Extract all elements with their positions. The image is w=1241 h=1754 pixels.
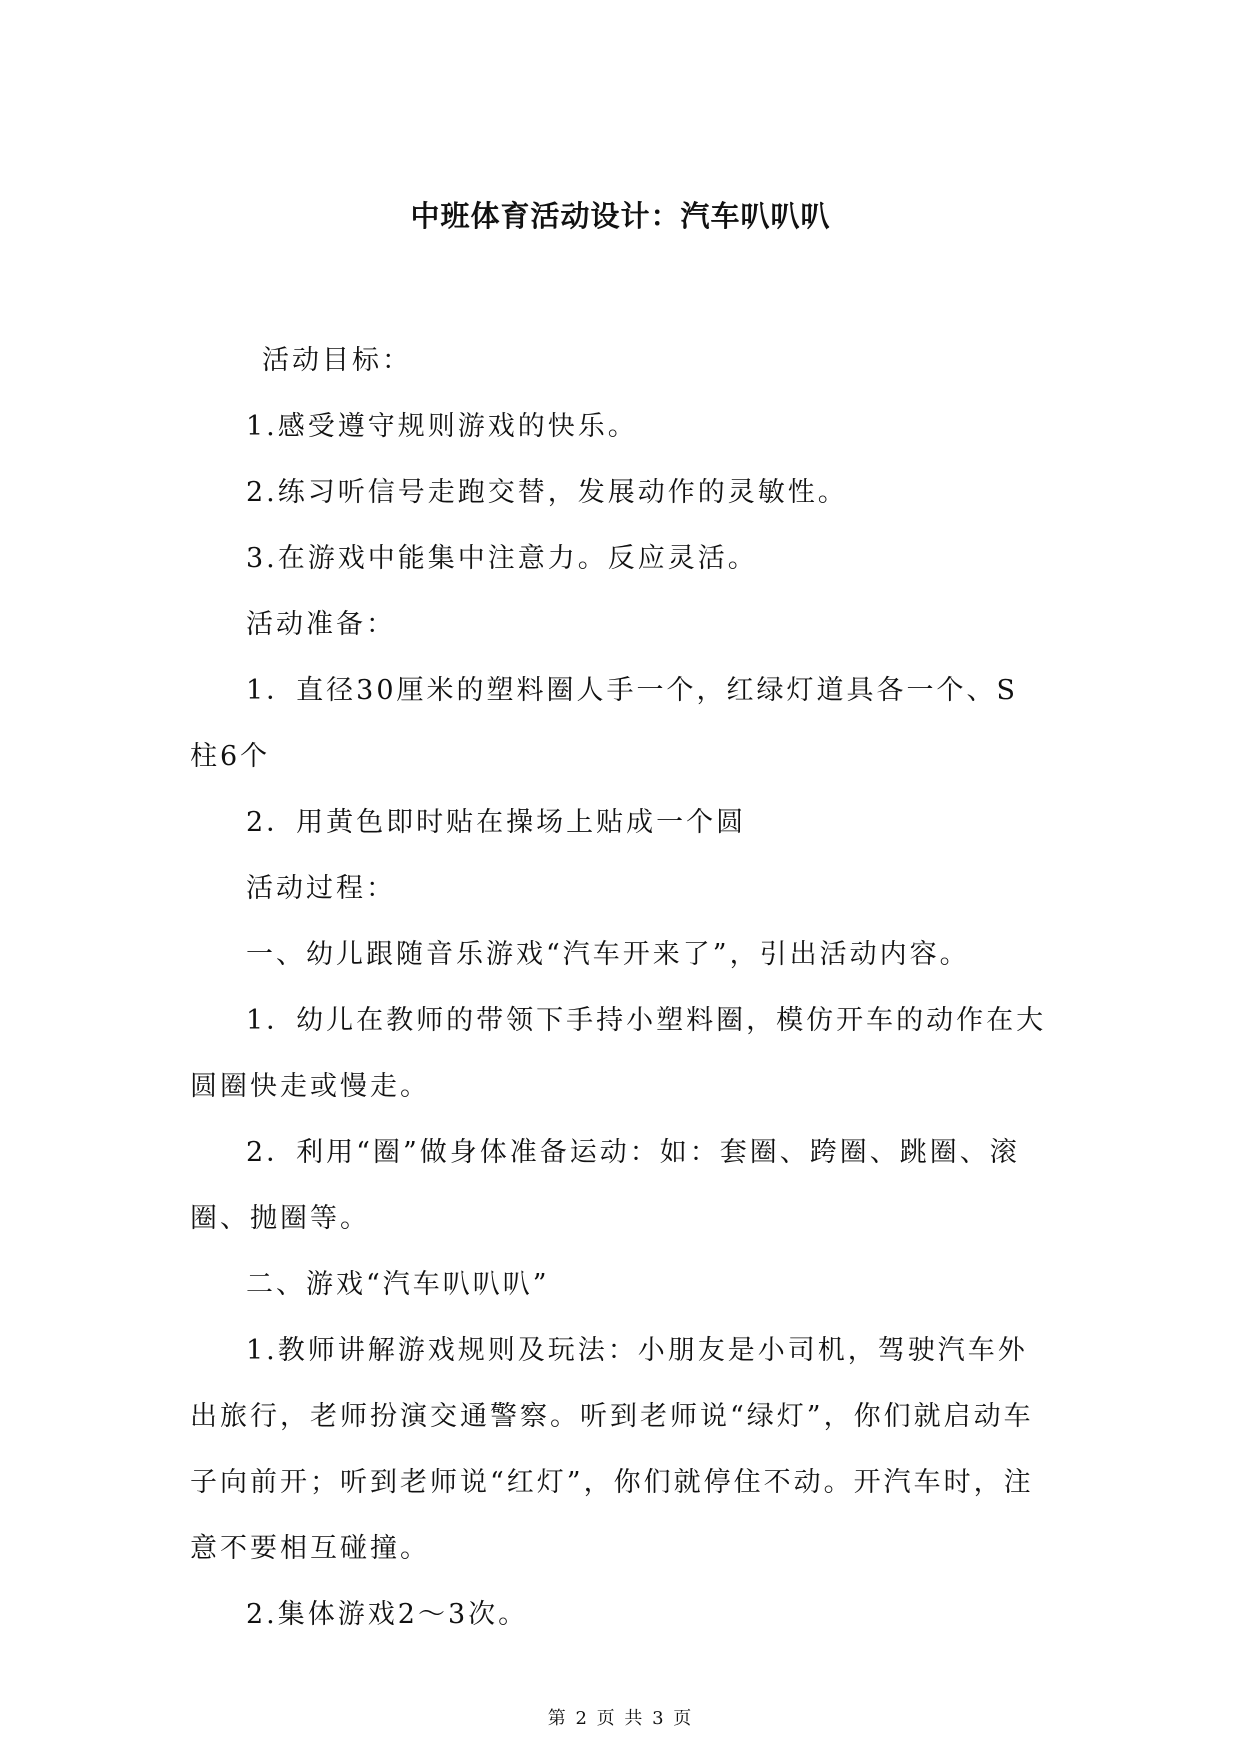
- paragraph-objective-1: 1.感受遵守规则游戏的快乐。: [246, 411, 638, 442]
- paragraph-objectives-heading: 活动目标：: [262, 345, 412, 376]
- paragraph-process-part-2: 二、游戏“汽车叭叭叭”: [246, 1269, 550, 1300]
- page-footer: 第 2 页 共 3 页: [547, 1708, 694, 1729]
- paragraph-objective-3: 3.在游戏中能集中注意力。反应灵活。: [246, 543, 758, 574]
- paragraph-process-1-2: 2．利用“圈”做身体准备运动：如：套圈、跨圈、跳圈、滚圈、抛圈等。: [190, 1137, 1020, 1234]
- paragraph-process-heading: 活动过程：: [246, 873, 396, 904]
- paragraph-preparation-heading: 活动准备：: [246, 609, 396, 640]
- document-body: [190, 328, 1048, 1648]
- paragraph-process-1-1: 1．幼儿在教师的带领下手持小塑料圈，模仿开车的动作在大圆圈快走或慢走。: [190, 1005, 1047, 1102]
- document-title: 中班体育活动设计：汽车叭叭叭: [410, 199, 831, 233]
- paragraph-preparation-1: 1．直径30厘米的塑料圈人手一个，红绿灯道具各一个、S柱6个: [190, 675, 1019, 772]
- paragraph-process-part-1: 一、幼儿跟随音乐游戏“汽车开来了”，引出活动内容。: [246, 939, 970, 970]
- paragraph-objective-2: 2.练习听信号走跑交替，发展动作的灵敏性。: [246, 477, 848, 508]
- paragraph-preparation-2: 2．用黄色即时贴在操场上贴成一个圆: [246, 807, 747, 838]
- paragraph-process-2-1: 1.教师讲解游戏规则及玩法：小朋友是小司机，驾驶汽车外出旅行，老师扮演交通警察。听到老师说“绿灯”，你们就启动车子向前开；听到老师说“红灯”，你们就停住不动。开汽车时，注意不要相互碰撞。: [190, 1335, 1034, 1564]
- paragraph-process-2-2: 2.集体游戏2～3次。: [246, 1599, 529, 1630]
